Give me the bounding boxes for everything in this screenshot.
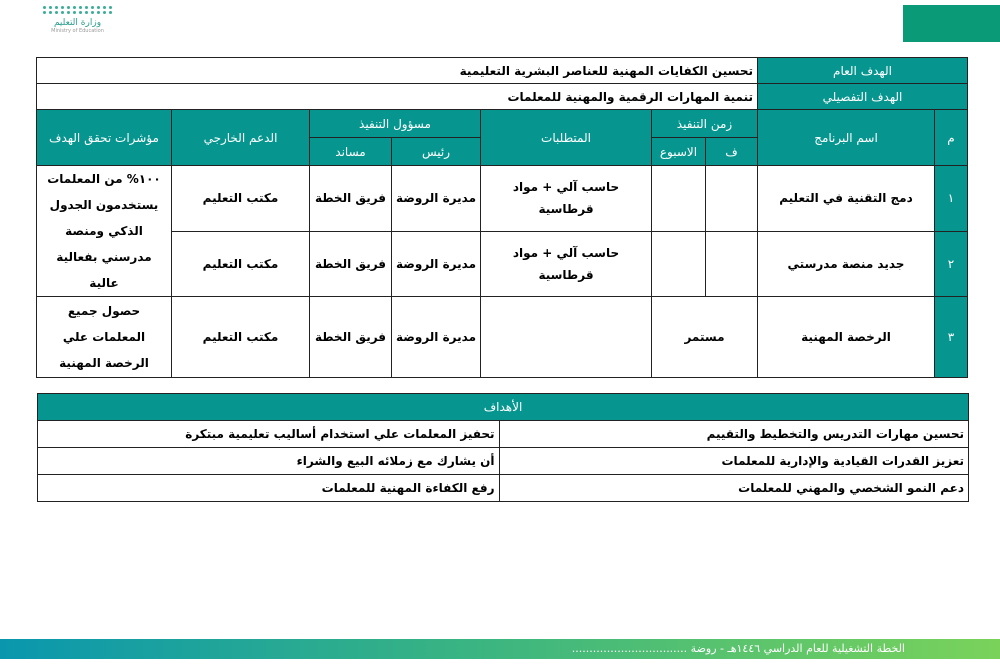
general-goal-label: الهدف العام [758,58,968,84]
header-assistant: مساند [310,138,392,166]
header-responsible: مسؤول التنفيذ [310,110,481,138]
program-table [36,57,968,378]
row-program: دمج التقنية في التعليم [758,166,935,232]
header-head: رئيس [392,138,481,166]
row-week [652,166,706,232]
row-assistant: فريق الخطة [310,231,392,297]
row-week [652,231,706,297]
footer-text: الخطة التشغيلية للعام الدراسي ١٤٤٦هـ - روضة ................................. [571,642,905,655]
general-goal-value: تحسين الكفايات المهنية للعناصر البشرية التعليمية [37,58,758,84]
footer-bar [0,639,1000,659]
objective-item: تعزيز القدرات القيادية والإدارية للمعلمات [499,448,968,475]
header-program: اسم البرنامج [758,110,935,166]
detailed-goal-label: الهدف التفصيلي [758,84,968,110]
table-row [37,166,968,232]
row-num: ١ [935,166,968,232]
row-term [706,231,758,297]
objective-item: أن يشارك مع زملائه البيع والشراء [38,448,500,475]
row-program: جديد منصة مدرستي [758,231,935,297]
header-num: م [935,110,968,166]
detailed-goal-value: تنمية المهارات الرقمية والمهنية للمعلمات [37,84,758,110]
header-indicators: مؤشرات تحقق الهدف [37,110,172,166]
objective-item: تحسين مهارات التدريس والتخطيط والتقييم [499,421,968,448]
row-indicator: حصول جميع المعلمات علي الرخصة المهنية [37,297,172,378]
row-requirements [481,297,652,378]
row-num: ٣ [935,297,968,378]
row-requirements: حاسب آلي + مواد قرطاسية [481,166,652,232]
row-external: مكتب التعليم [172,297,310,378]
logo-mark-icon [42,6,114,14]
row-head: مديرة الروضة [392,231,481,297]
objective-item: رفع الكفاءة المهنية للمعلمات [38,475,500,502]
row-external: مكتب التعليم [172,166,310,232]
row-term [706,166,758,232]
header-time: زمن التنفيذ [652,110,758,138]
row-num: ٢ [935,231,968,297]
objectives-title: الأهداف [38,394,969,421]
row-head: مديرة الروضة [392,297,481,378]
row-external: مكتب التعليم [172,231,310,297]
ministry-logo [40,4,115,50]
objective-item: تحفيز المعلمات علي استخدام أساليب تعليمية مبتكرة [38,421,500,448]
objectives-table [37,393,969,502]
header-requirements: المتطلبات [481,110,652,166]
row-assistant: فريق الخطة [310,297,392,378]
header-week: الاسبوع [652,138,706,166]
row-assistant: فريق الخطة [310,166,392,232]
logo-subtext: Ministry of Education [51,28,104,34]
table-row [37,231,968,297]
row-head: مديرة الروضة [392,166,481,232]
logo-text: وزارة التعليم [53,18,102,28]
row-indicator: ١٠٠% من المعلمات يستخدمون الجدول الذكي ومنصة مدرسني بفعالية عالية [37,166,172,297]
header-term: ف [706,138,758,166]
objective-item: دعم النمو الشخصي والمهني للمعلمات [499,475,968,502]
corner-accent [903,5,1000,42]
row-program: الرخصة المهنية [758,297,935,378]
row-requirements: حاسب آلي + مواد قرطاسية [481,231,652,297]
header-external: الدعم الخارجي [172,110,310,166]
table-row [37,297,968,378]
row-time: مستمر [652,297,758,378]
